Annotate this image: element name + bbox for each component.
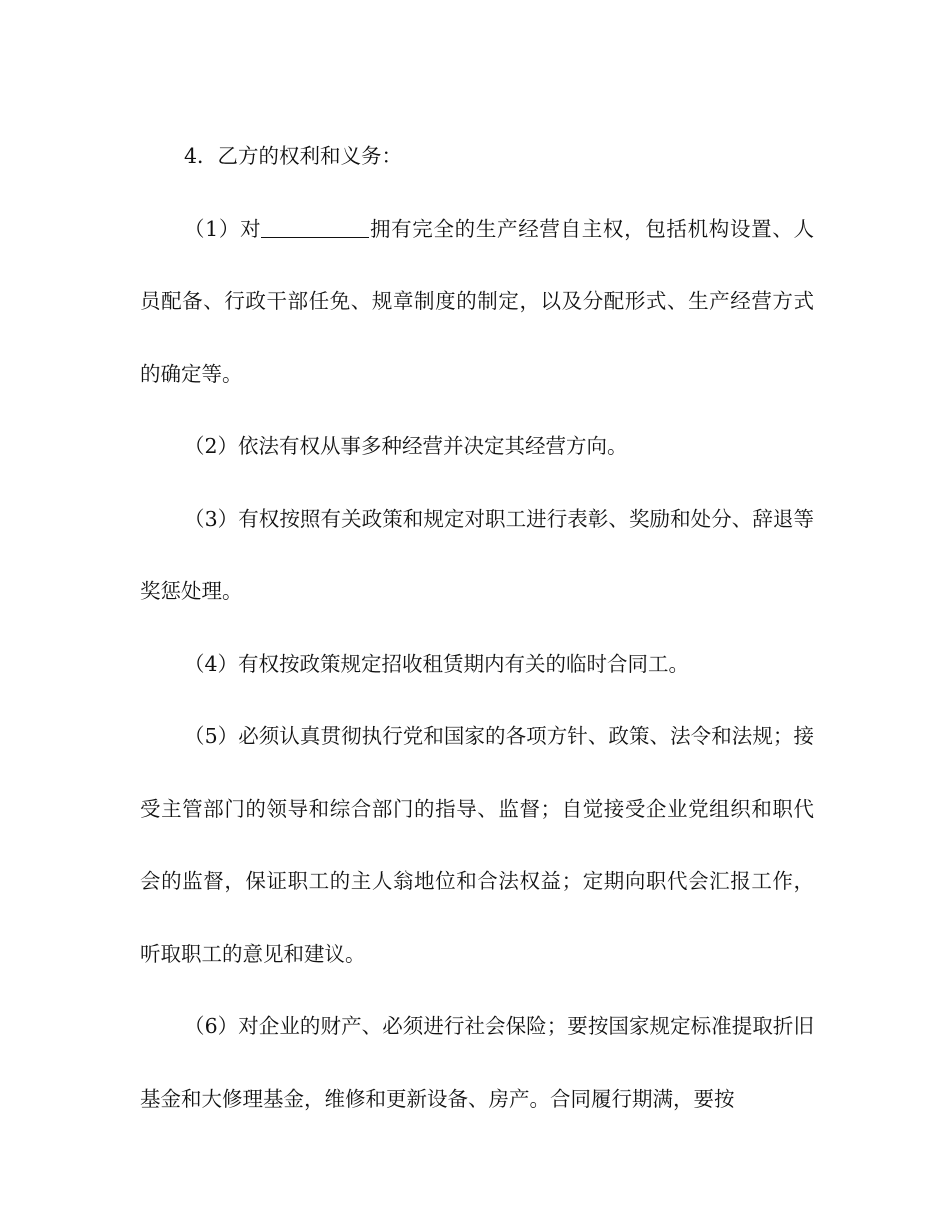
paragraph-1-lead: （1）对 [184, 216, 262, 241]
document-body [140, 120, 814, 1135]
paragraph-4: （4）有权按政策规定招收租赁期内有关的临时合同工。 [184, 651, 690, 676]
paragraph-1 [140, 193, 814, 411]
section-heading: 4．乙方的权利和义务： [184, 144, 403, 168]
paragraph-6: （6）对企业的财产、必须进行社会保险；要按国家规定标准提取折旧基金和大修理基金，维修和更新设备、房产。合同履行期满，要按 [140, 1014, 814, 1111]
paragraph-5: （5）必须认真贯彻执行党和国家的各项方针、政策、法令和法规；接受主管部门的领导和综合部门的指导、监督；自觉接受企业党组织和职代会的监督，保证职工的主人翁地位和合法权益；定期向职代会汇报工作，听取职工的意见和建议。 [140, 724, 814, 966]
paragraph-1-rest: 拥有完全的生产经营自主权，包括机构设置、人员配备、行政干部任免、规章制度的制定，以及分配形式、生产经营方式的确定等。 [140, 216, 815, 386]
fill-in-blank-line [261, 219, 369, 238]
paragraph-3: （3）有权按照有关政策和规定对职工进行表彰、奖励和处分、辞退等奖惩处理。 [140, 506, 814, 603]
paragraph-2: （2）依法有权从事多种经营并决定其经营方向。 [184, 434, 628, 458]
